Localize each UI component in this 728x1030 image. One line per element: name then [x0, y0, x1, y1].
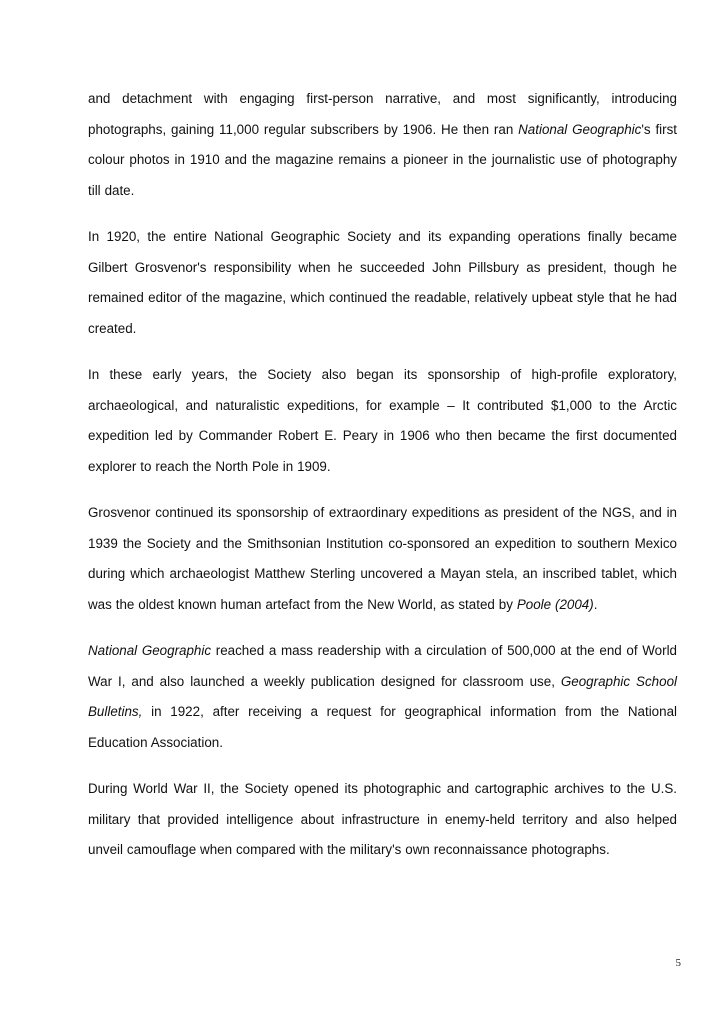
text-run: and detachment with engaging first-person narrative, and most significantly, introducing photographs, gaining 11,000 regular subscribers by 1906. He then ran — [88, 91, 677, 137]
paragraph — [88, 360, 677, 482]
paragraph — [88, 222, 677, 344]
italic-text-run: National Geographic — [88, 643, 212, 658]
page-number: 5 — [675, 957, 681, 969]
text-run: 's first colour photos in 1910 and the magazine remains a pioneer in the journalistic use of photography till date. — [88, 121, 678, 198]
text-run: In 1920, the entire National Geographic Society and its expanding operations finally became Gilbert Grosvenor's responsibility when he succeeded John Pillsbury as president, though he remained editor of the magazine, which continued the readable, relatively upbeat style that he had created. — [88, 229, 677, 336]
text-run: In these early years, the Society also began its sponsorship of high-profile exploratory, archaeological, and naturalistic expeditions, for example – It contributed $1,000 to the Arctic expedition led by Commander Robert E. Peary in 1906 who then became the first documented explorer to reach the North Pole in 1909. — [88, 367, 677, 474]
paragraph — [88, 636, 677, 758]
text-run: Grosvenor continued its sponsorship of extraordinary expeditions as president of the NGS, and in 1939 the Society and the Smithsonian Institution co-sponsored an expedition to southern Mexico during which archaeologist Matthew Sterling uncovered a Mayan stela, an inscribed tablet, which was the oldest known human artefact from the New World, as stated by — [88, 505, 677, 612]
italic-text-run: Poole (2004) — [516, 596, 594, 612]
text-run: in 1922, after receiving a request for geographical information from the National Education Association. — [88, 704, 677, 750]
text-run: reached a mass readership with a circulation of 500,000 at the end of World War I, and also launched a weekly publication designed for classroom use, — [88, 643, 678, 689]
italic-text-run: Geographic School Bulletins, — [88, 673, 677, 719]
paragraph — [88, 84, 677, 206]
text-run: During World War II, the Society opened its photographic and cartographic archives to the U.S. military that provided intelligence about infrastructure in enemy-held territory and also helped unveil camouflage when compared with the military's own reconnaissance photographs. — [88, 781, 677, 857]
paragraph — [88, 774, 677, 866]
text-run: . — [593, 596, 598, 612]
body-text — [88, 84, 677, 882]
italic-text-run: National Geographic — [518, 121, 642, 137]
paragraph — [88, 498, 677, 620]
